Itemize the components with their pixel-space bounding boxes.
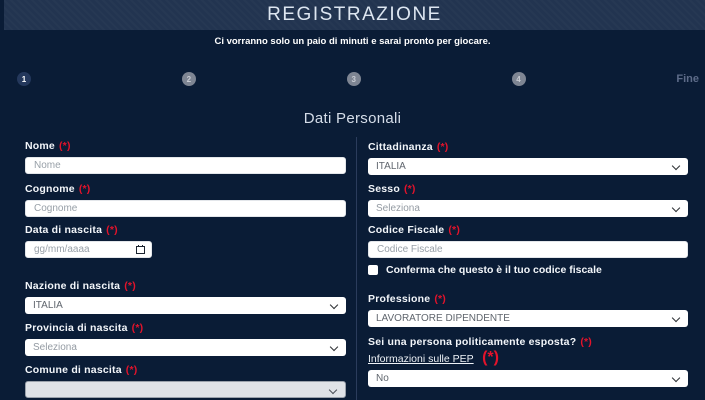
- step-3-indicator: 3: [347, 72, 361, 86]
- registration-header-bar: [4, 0, 705, 30]
- sesso-select[interactable]: Seleziona: [368, 200, 688, 217]
- pep-select[interactable]: No: [368, 370, 688, 387]
- field-cittadinanza: [368, 142, 688, 175]
- field-codice-fiscale: [368, 225, 688, 258]
- field-comune-di-nascita: [25, 365, 346, 398]
- chevron-down-icon: [672, 162, 680, 170]
- nazione-di-nascita-select[interactable]: ITALIA: [25, 297, 346, 314]
- data-di-nascita-input[interactable]: [25, 241, 152, 258]
- cognome-input[interactable]: [25, 200, 346, 217]
- personal-data-right-column: [368, 142, 688, 387]
- chevron-down-icon: [330, 301, 338, 309]
- professione-select[interactable]: LAVORATORE DIPENDENTE: [368, 310, 688, 327]
- conferma-codice-fiscale-checkbox[interactable]: [368, 265, 378, 275]
- required-marker: (*): [580, 336, 593, 348]
- chevron-down-icon: [672, 204, 680, 212]
- field-nazione-di-nascita: [25, 281, 346, 314]
- required-marker: (*): [436, 141, 449, 153]
- required-marker: (*): [78, 183, 91, 195]
- required-marker: (*): [403, 183, 416, 195]
- chevron-down-icon: [330, 343, 338, 351]
- comune-di-nascita-select: [25, 381, 346, 398]
- personal-data-left-column: [25, 141, 346, 398]
- required-marker: (*): [124, 280, 136, 292]
- pep-info-link[interactable]: Informazioni sulle PEP: [368, 353, 474, 365]
- pep-question-label: Sei una persona politicamente esposta? (*): [368, 336, 593, 348]
- step-2-indicator: 2: [182, 72, 196, 86]
- chevron-down-icon: [672, 374, 680, 382]
- required-marker: (*): [131, 322, 144, 334]
- required-marker: (*): [106, 224, 118, 236]
- required-marker: (*): [434, 293, 446, 305]
- nome-label: Nome (*): [25, 140, 71, 152]
- field-provincia-di-nascita: [25, 323, 346, 356]
- field-sesso: [368, 184, 688, 217]
- cittadinanza-label: Cittadinanza (*): [368, 141, 449, 153]
- field-cognome: [25, 184, 346, 217]
- registration-subtitle: Ci vorranno solo un paio di minuti e sarai pronto per giocare.: [214, 36, 491, 47]
- nome-input[interactable]: [25, 157, 346, 174]
- data-di-nascita-label: Data di nascita (*): [25, 224, 118, 236]
- chevron-down-icon: [672, 314, 680, 322]
- codice-fiscale-input[interactable]: [368, 241, 688, 258]
- comune-di-nascita-label: Comune di nascita (*): [25, 364, 138, 376]
- conferma-codice-fiscale-row: [368, 264, 688, 275]
- required-marker: (*): [482, 349, 499, 366]
- data-di-nascita-field: [25, 241, 152, 258]
- codice-fiscale-label: Codice Fiscale (*): [368, 224, 461, 236]
- field-nome: [25, 141, 346, 174]
- conferma-codice-fiscale-label: Conferma che questo è il tuo codice fiscale: [386, 263, 602, 276]
- sesso-label: Sesso (*): [368, 183, 416, 195]
- required-marker: (*): [448, 224, 461, 236]
- step-4-indicator: 4: [512, 72, 526, 86]
- cognome-label: Cognome (*): [25, 183, 91, 195]
- column-divider: [356, 137, 357, 400]
- field-data-di-nascita: [25, 225, 346, 258]
- section-title: Dati Personali: [303, 110, 402, 127]
- professione-label: Professione (*): [368, 293, 446, 305]
- step-1-indicator: 1: [17, 72, 31, 86]
- step-progress: [0, 72, 705, 86]
- calendar-icon[interactable]: [136, 245, 145, 254]
- pep-link-row: [368, 349, 688, 366]
- cittadinanza-select[interactable]: ITALIA: [368, 158, 688, 175]
- required-marker: (*): [58, 140, 71, 152]
- required-marker: (*): [125, 364, 138, 376]
- provincia-di-nascita-select[interactable]: Seleziona: [25, 339, 346, 356]
- field-professione: [368, 294, 688, 327]
- chevron-down-icon: [329, 386, 337, 394]
- nazione-di-nascita-label: Nazione di nascita (*): [25, 280, 136, 292]
- provincia-di-nascita-label: Provincia di nascita (*): [25, 322, 144, 334]
- page-title: REGISTRAZIONE: [267, 4, 442, 25]
- step-final-label: Fine: [676, 73, 699, 85]
